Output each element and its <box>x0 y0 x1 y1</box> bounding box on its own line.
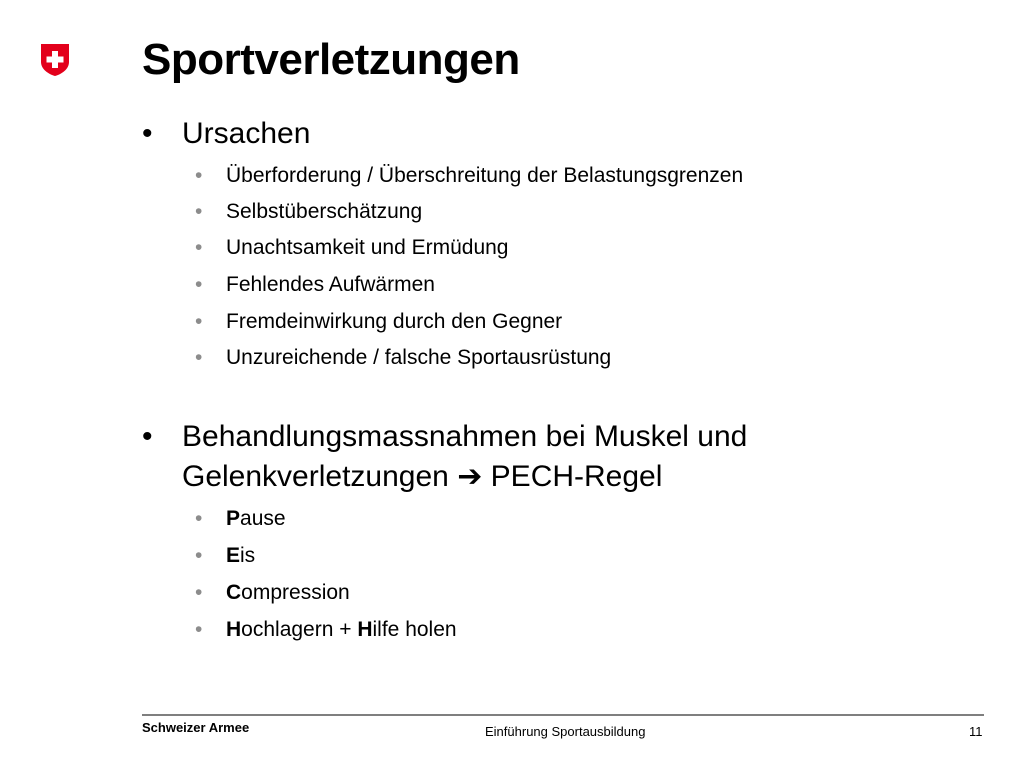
bullet-dot: • <box>142 117 153 150</box>
list-item-text <box>226 617 457 643</box>
heading-line-1: Behandlungsmassnahmen bei Muskel und <box>182 420 748 453</box>
list-item-text <box>226 506 286 532</box>
bullet-dot: • <box>195 507 203 530</box>
word-rest-2: ilfe holen <box>372 618 457 641</box>
word-rest: ompression <box>241 581 350 604</box>
swiss-cross-shield-icon <box>40 43 70 77</box>
bullet-dot: • <box>195 618 203 641</box>
page-number: 11 <box>969 724 983 739</box>
list-item-text <box>226 543 255 569</box>
slide-title: Sportverletzungen <box>142 35 520 84</box>
bullet-dot: • <box>195 200 203 223</box>
bullet-dot: • <box>195 236 203 259</box>
list-item-text: Überforderung / Überschreitung der Belastungsgrenzen <box>226 164 744 187</box>
word-rest: is <box>240 544 256 567</box>
bullet-dot: • <box>142 420 153 453</box>
section-heading-behandlung <box>182 417 862 497</box>
initial-letter: P <box>226 507 241 530</box>
bullet-dot: • <box>195 273 203 296</box>
bullet-dot: • <box>195 346 203 369</box>
heading-line-2-end: PECH-Regel <box>490 460 663 493</box>
word-rest: ochlagern + <box>241 618 358 641</box>
list-item-text: Fehlendes Aufwärmen <box>226 273 435 296</box>
initial-letter: H <box>226 618 242 641</box>
list-item-text: Selbstüberschätzung <box>226 200 423 223</box>
initial-letter: E <box>226 544 241 567</box>
list-item-text <box>226 580 350 606</box>
initial-letter: C <box>226 581 242 604</box>
footer-organization: Schweizer Armee <box>142 720 250 735</box>
arrow-right-icon: ➔ <box>457 460 483 493</box>
bullet-dot: • <box>195 310 203 333</box>
bullet-dot: • <box>195 544 203 567</box>
list-item-text: Unzureichende / falsche Sportausrüstung <box>226 346 612 369</box>
initial-letter-2: H <box>357 618 373 641</box>
heading-line-2-start: Gelenkverletzungen <box>182 460 449 493</box>
list-item-text: Fremdeinwirkung durch den Gegner <box>226 310 563 333</box>
heading-line-2 <box>182 460 662 493</box>
footer-presentation-title: Einführung Sportausbildung <box>485 724 646 739</box>
bullet-dot: • <box>195 581 203 604</box>
bullet-dot: • <box>195 164 203 187</box>
word-rest: ause <box>240 507 286 530</box>
footer-divider <box>142 714 984 716</box>
list-item-text: Unachtsamkeit und Ermüdung <box>226 236 509 259</box>
section-heading-ursachen: Ursachen <box>182 117 311 150</box>
